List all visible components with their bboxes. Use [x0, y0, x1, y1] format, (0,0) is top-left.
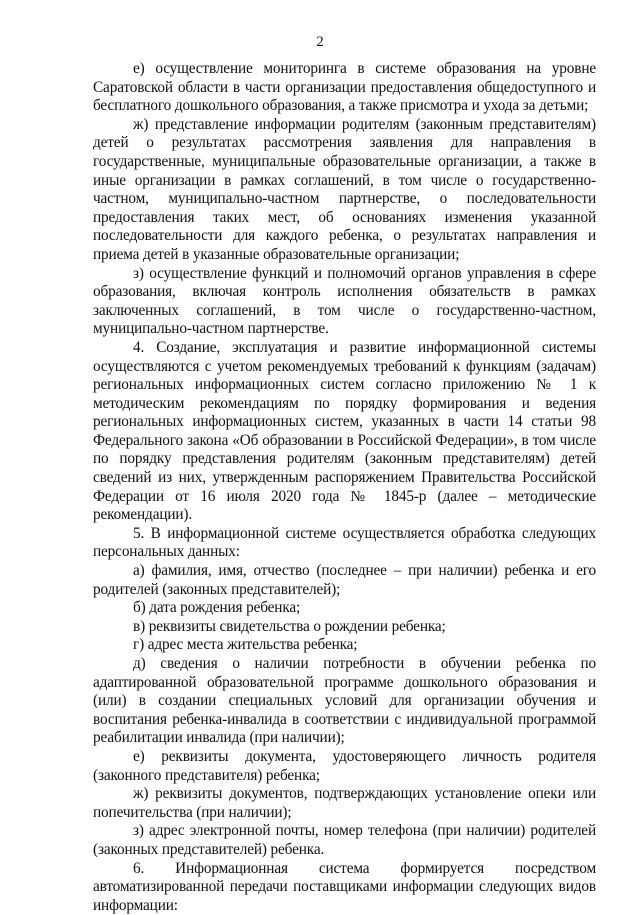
list-item-b-birth-date: б) дата рождения ребенка; [133, 599, 301, 617]
paragraph-5-personal-data: 5. В информационной системе осуществляется обработка следующих персональных данных: [93, 524, 596, 561]
list-item-v-birth-certificate: в) реквизиты свидетельства о рождении ребенка; [133, 617, 446, 635]
list-item-g-address: г) адрес места жительства ребенка; [133, 636, 358, 654]
paragraph-authority-functions: з) осуществление функций и полномочий органов управления в сфере образования, включая контроль исполнения обязательств в рамках заключенных соглашений, в том числе о государственно-частном, муниципально-частном партнерстве. [93, 264, 596, 338]
paragraph-parent-info: ж) представление информации родителям (законным представителям) детей о результатах рассмотрения заявления для направления в государственные, муниципальные образовательные организации, а также в иные организации в рамках соглашений, в том числе о государственно-частном, муниципально-частном партнерстве, о последовательности предоставления таких мест, об основаниях изменения указанной последовательности для каждого ребенка, о результатах направления и приема детей в указанные образовательные организации; [93, 115, 596, 263]
list-item-zh-guardianship: ж) реквизиты документов, подтверждающих установление опеки или попечительства (при наличии); [93, 785, 596, 821]
list-item-a-names: а) фамилия, имя, отчество (последнее – при наличии) ребенка и его родителей (законных представителей); [93, 562, 596, 598]
page-number: 2 [316, 34, 324, 50]
paragraph-monitoring: е) осуществление мониторинга в системе образования на уровне Саратовской области в части организации предоставления общедоступного и бесплатного дошкольного образования, а также присмотра и ухода за детьми; [93, 60, 596, 115]
paragraph-6-information-transfer: 6. Информационная система формируется посредством автоматизированной передачи поставщиками информации следующих видов информации: [93, 859, 596, 914]
paragraph-4-system-creation: 4. Создание, эксплуатация и развитие информационной системы осуществляются с учетом рекомендуемых требований к функциям (задачам) региональных информационных систем согласно приложению № 1 к методическим рекомендациям по порядку формирования и ведения региональных информационных систем, указанных в части 14 статьи 98 Федерального закона «Об образовании в Российской Федерации», в том числе по порядку представления родителям (законным представителям) детей сведений из них, утвержденным распоряжением Правительства Российской Федерации от 16 июля 2020 года № 1845-р (далее – методические рекомендации). [93, 338, 596, 524]
document-body [93, 60, 596, 915]
list-item-d-special-needs: д) сведения о наличии потребности в обучении ребенка по адаптированной образовательной программе дошкольного образования и (или) в создании специальных условий для организации обучения и воспитания ребенка-инвалида в соответствии с индивидуальной программой реабилитации инвалида (при наличии); [93, 655, 596, 747]
list-item-e-parent-id: е) реквизиты документа, удостоверяющего личность родителя (законного представителя) ребенка; [93, 747, 596, 784]
list-item-z-contacts: з) адрес электронной почты, номер телефона (при наличии) родителей (законных представителей) ребенка. [93, 822, 596, 858]
